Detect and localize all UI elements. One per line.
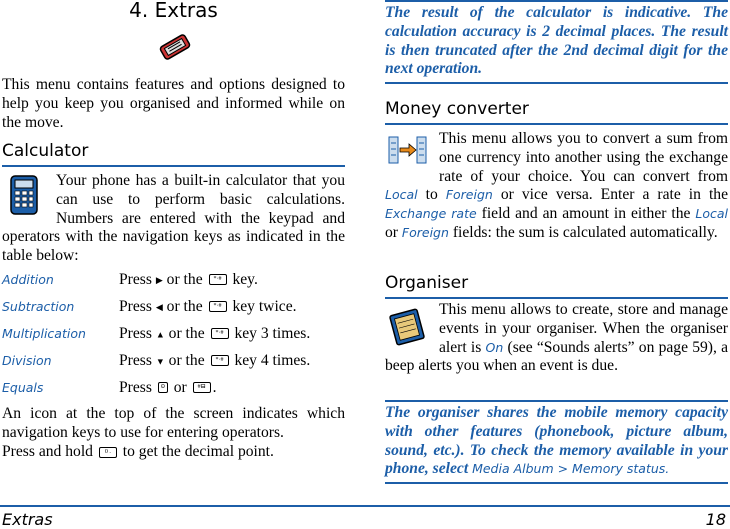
- money-rule: [385, 123, 728, 125]
- table-row: [2, 347, 310, 374]
- money-text-to: to: [425, 186, 438, 204]
- on-value-label: On: [485, 339, 504, 355]
- op-desc: Press: [119, 351, 152, 369]
- money-text: [385, 130, 728, 243]
- organiser-note-bottom-rule: [385, 482, 728, 484]
- op-desc: Press: [119, 378, 152, 396]
- extras-icon: [157, 31, 193, 63]
- table-row: [2, 266, 310, 293]
- organiser-text: [385, 301, 728, 376]
- star-key-icon: *·#: [211, 328, 229, 339]
- money-text-1: This menu allows you to convert a sum from one currency into another using the exchange rate of your choice. You can convert from: [439, 130, 728, 185]
- star-key-icon: *·#: [211, 355, 229, 366]
- foreign-field-label: Foreign: [401, 224, 449, 240]
- operators-table: [2, 266, 310, 401]
- exchange-rate-label: Exchange rate: [385, 206, 477, 222]
- page-number: 18: [705, 510, 726, 529]
- organiser-text-1: This menu allows to create, store and manage events in your organiser. When the organiser alert is: [439, 301, 728, 356]
- organiser-note: [385, 404, 728, 479]
- op-desc: or the: [168, 351, 205, 369]
- op-addition-label: Addition: [2, 271, 54, 287]
- calculator-after-text: An icon at the top of the screen indicates which navigation keys to use for entering operators.: [2, 405, 345, 441]
- op-desc: or the: [166, 270, 203, 288]
- nav-up-icon: ▲: [155, 328, 165, 339]
- foreign-field-label: Foreign: [445, 187, 493, 203]
- op-desc: key 4 times.: [234, 351, 311, 369]
- money-text-3: field and an amount in either the: [481, 205, 691, 223]
- money-converter-heading: Money converter: [385, 99, 529, 119]
- nav-right-icon: ▶: [155, 274, 163, 285]
- op-desc: key.: [232, 270, 258, 288]
- op-desc: Press: [119, 270, 152, 288]
- memory-status-path: Media Album > Memory status.: [472, 461, 670, 477]
- table-row: [2, 320, 310, 347]
- money-text-4: fields: the sum is calculated automatically.: [452, 223, 718, 241]
- op-desc: or the: [168, 324, 205, 342]
- op-division-label: Division: [2, 352, 52, 368]
- local-field-label: Local: [385, 187, 418, 203]
- nav-down-icon: ▼: [155, 355, 165, 366]
- calculator-note: The result of the calculator is indicative. The calculation accuracy is 2 decimal places. The result is then truncated after the 2nd decimal digit for the next operation.: [385, 4, 728, 78]
- organiser-text-2: (see “Sounds alerts” on page 59), a beep alerts you when an event is due.: [385, 338, 729, 375]
- footer-section: Extras: [2, 510, 53, 529]
- zero-key-icon: 0 .: [99, 447, 117, 458]
- op-desc: or: [173, 378, 187, 396]
- ok-key-icon: ⊙: [158, 382, 168, 393]
- page-title: 4. Extras: [129, 0, 218, 22]
- calculator-description: Your phone has a built-in calculator that you can use to perform basic calculations. Numbers are entered with the keypad and operators with the navigation keys as indicated in the table below:: [2, 172, 345, 265]
- organiser-rule: [385, 297, 728, 299]
- nav-left-icon: ◀: [155, 301, 163, 312]
- op-desc: Press: [119, 324, 152, 342]
- star-key-icon: *·#: [209, 301, 227, 312]
- money-text-or: or: [385, 223, 398, 241]
- note-bottom-rule: [385, 82, 728, 84]
- op-multiplication-label: Multiplication: [2, 325, 86, 341]
- calculator-decimal-text: [2, 443, 345, 462]
- calculator-text: [2, 172, 345, 266]
- note-top-rule: [385, 0, 728, 2]
- local-field-label: Local: [695, 206, 729, 222]
- organiser-note-top-rule: [385, 400, 728, 402]
- footer-rule: [0, 505, 730, 507]
- op-desc: or the: [166, 297, 203, 315]
- table-row: [2, 293, 310, 320]
- money-text-2: or vice versa. Enter a rate in the: [500, 186, 728, 204]
- decimal-text-b: to get the decimal point.: [122, 443, 274, 460]
- op-desc: Press: [119, 297, 152, 315]
- intro-text: This menu contains features and options designed to help you keep you organised and informed while on the move.: [2, 76, 345, 131]
- table-row: [2, 374, 310, 401]
- op-desc: .: [212, 378, 217, 396]
- op-equals-label: Equals: [2, 379, 44, 395]
- calculator-heading: Calculator: [2, 141, 89, 161]
- organiser-heading: Organiser: [385, 273, 469, 293]
- calculator-rule: [2, 165, 345, 167]
- op-desc: key twice.: [232, 297, 297, 315]
- star-key-icon: *·#: [209, 274, 227, 285]
- organiser-note-text: The organiser shares the mobile memory capacity with other features (phonebook, picture album, sound, etc.). To check the memory available in your phone, select: [385, 404, 728, 478]
- hash-key-icon: #⊟: [193, 382, 211, 393]
- decimal-text-a: Press and hold: [2, 443, 93, 460]
- op-subtraction-label: Subtraction: [2, 298, 75, 314]
- op-desc: key 3 times.: [234, 324, 311, 342]
